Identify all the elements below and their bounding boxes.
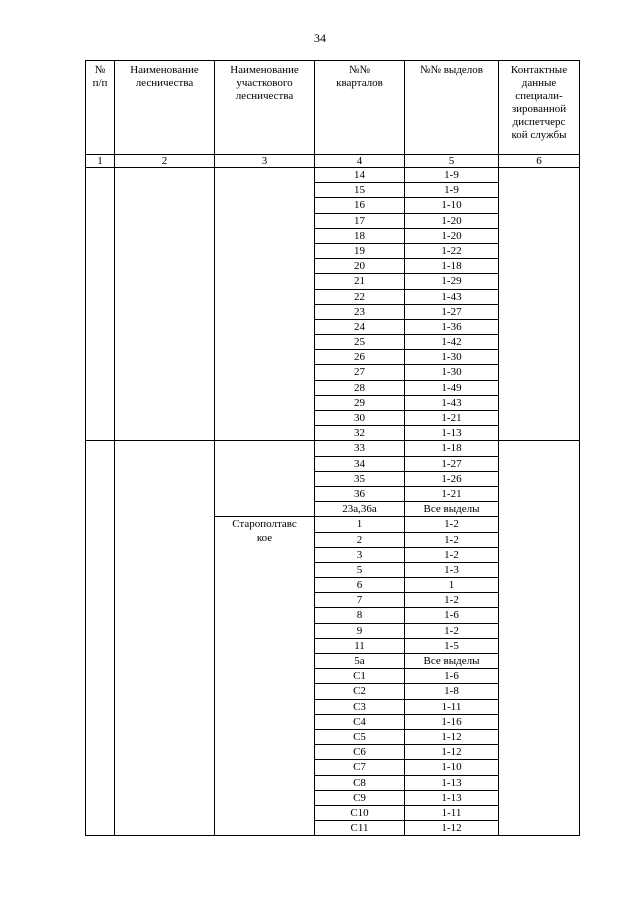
header-text: №№ выделов [420,64,483,76]
allotment-range: 1-2 [405,517,499,532]
quarter-number: 35 [315,471,405,486]
dispatch-contact-cell [499,168,580,441]
district-name-cell [215,441,315,517]
quarter-number: 15 [315,183,405,198]
allotment-range: 1-13 [405,790,499,805]
quarter-number: 9 [315,623,405,638]
quarter-number: С11 [315,821,405,836]
district-name: Старополтавс кое [232,518,297,545]
allotment-range: 1-18 [405,441,499,456]
row-number-cell [86,168,115,441]
quarter-number: С5 [315,729,405,744]
quarter-number: 14 [315,168,405,183]
allotment-range: 1-22 [405,243,499,258]
allotment-range: 1-9 [405,168,499,183]
allotment-range: 1-3 [405,562,499,577]
header-text: Контактные данные специали- зированной диспетчерс кой службы [510,64,568,141]
allotment-range: 1-12 [405,745,499,760]
header-text: Наименование участкового лесничества [230,64,299,102]
quarter-number: 25 [315,335,405,350]
column-number: 4 [315,155,405,168]
allotment-range: 1-6 [405,608,499,623]
quarter-number: 3 [315,547,405,562]
allotment-range: Все выделы [405,502,499,517]
quarter-number: 23а,36а [315,502,405,517]
column-number: 2 [115,155,215,168]
quarter-number: 5 [315,562,405,577]
allotment-range: 1-42 [405,335,499,350]
allotment-range: 1-21 [405,411,499,426]
allotment-range: 1-21 [405,486,499,501]
header-text: Наименование лесничества [130,64,199,89]
allotment-range: Все выделы [405,654,499,669]
quarter-number: 36 [315,486,405,501]
column-number: 1 [86,155,115,168]
header-cell [115,61,215,155]
allotment-range: 1 [405,578,499,593]
quarter-number: 27 [315,365,405,380]
quarter-number: С10 [315,805,405,820]
quarter-number: 18 [315,228,405,243]
quarter-number: 7 [315,593,405,608]
quarter-number: С1 [315,669,405,684]
quarter-number: 16 [315,198,405,213]
district-name-cell [215,168,315,441]
dispatch-contact-cell [499,441,580,836]
quarter-number: 2 [315,532,405,547]
allotment-range: 1-10 [405,198,499,213]
allotment-range: 1-6 [405,669,499,684]
forestry-name-cell [115,441,215,836]
forestry-name-cell [115,168,215,441]
quarter-number: 30 [315,411,405,426]
quarter-number: 33 [315,441,405,456]
allotment-range: 1-12 [405,821,499,836]
allotment-range: 1-9 [405,183,499,198]
table-body [86,168,580,836]
quarter-number: 26 [315,350,405,365]
quarter-number: 34 [315,456,405,471]
header-cell [405,61,499,155]
quarter-number: 23 [315,304,405,319]
header-row [86,61,580,155]
header-cell [499,61,580,155]
allotment-range: 1-30 [405,350,499,365]
quarter-number: С4 [315,714,405,729]
allotment-range: 1-2 [405,623,499,638]
allotment-range: 1-49 [405,380,499,395]
quarter-number: 21 [315,274,405,289]
allotment-range: 1-2 [405,593,499,608]
quarter-number: С9 [315,790,405,805]
header-cell [315,61,405,155]
header-text: № п/п [92,64,108,89]
table-row [86,441,580,456]
quarter-number: 5а [315,654,405,669]
forest-table [85,60,580,836]
header-text: №№ кварталов [336,64,383,89]
quarter-number: 6 [315,578,405,593]
header-cell [215,61,315,155]
quarter-number: 1 [315,517,405,532]
quarter-number: 29 [315,395,405,410]
allotment-range: 1-8 [405,684,499,699]
allotment-range: 1-18 [405,259,499,274]
allotment-range: 1-10 [405,760,499,775]
allotment-range: 1-27 [405,304,499,319]
column-number: 3 [215,155,315,168]
allotment-range: 1-43 [405,395,499,410]
allotment-range: 1-13 [405,426,499,441]
quarter-number: С8 [315,775,405,790]
allotment-range: 1-20 [405,213,499,228]
quarter-number: 22 [315,289,405,304]
quarter-number: 17 [315,213,405,228]
header-cell [86,61,115,155]
allotment-range: 1-29 [405,274,499,289]
allotment-range: 1-5 [405,638,499,653]
allotment-range: 1-13 [405,775,499,790]
allotment-range: 1-2 [405,532,499,547]
column-number: 5 [405,155,499,168]
quarter-number: 20 [315,259,405,274]
column-number-row [86,155,580,168]
column-number: 6 [499,155,580,168]
allotment-range: 1-16 [405,714,499,729]
quarter-number: 8 [315,608,405,623]
quarter-number: С3 [315,699,405,714]
allotment-range: 1-11 [405,699,499,714]
allotment-range: 1-2 [405,547,499,562]
quarter-number: 11 [315,638,405,653]
row-number-cell [86,441,115,836]
quarter-number: С6 [315,745,405,760]
allotment-range: 1-11 [405,805,499,820]
quarter-number: С2 [315,684,405,699]
quarter-number: 32 [315,426,405,441]
district-name-cell [215,517,315,836]
allotment-range: 1-30 [405,365,499,380]
quarter-number: 24 [315,319,405,334]
table-row [86,168,580,183]
page-number: 34 [314,31,326,45]
allotment-range: 1-20 [405,228,499,243]
quarter-number: 28 [315,380,405,395]
allotment-range: 1-36 [405,319,499,334]
allotment-range: 1-26 [405,471,499,486]
allotment-range: 1-27 [405,456,499,471]
allotment-range: 1-12 [405,729,499,744]
allotment-range: 1-43 [405,289,499,304]
quarter-number: С7 [315,760,405,775]
quarter-number: 19 [315,243,405,258]
